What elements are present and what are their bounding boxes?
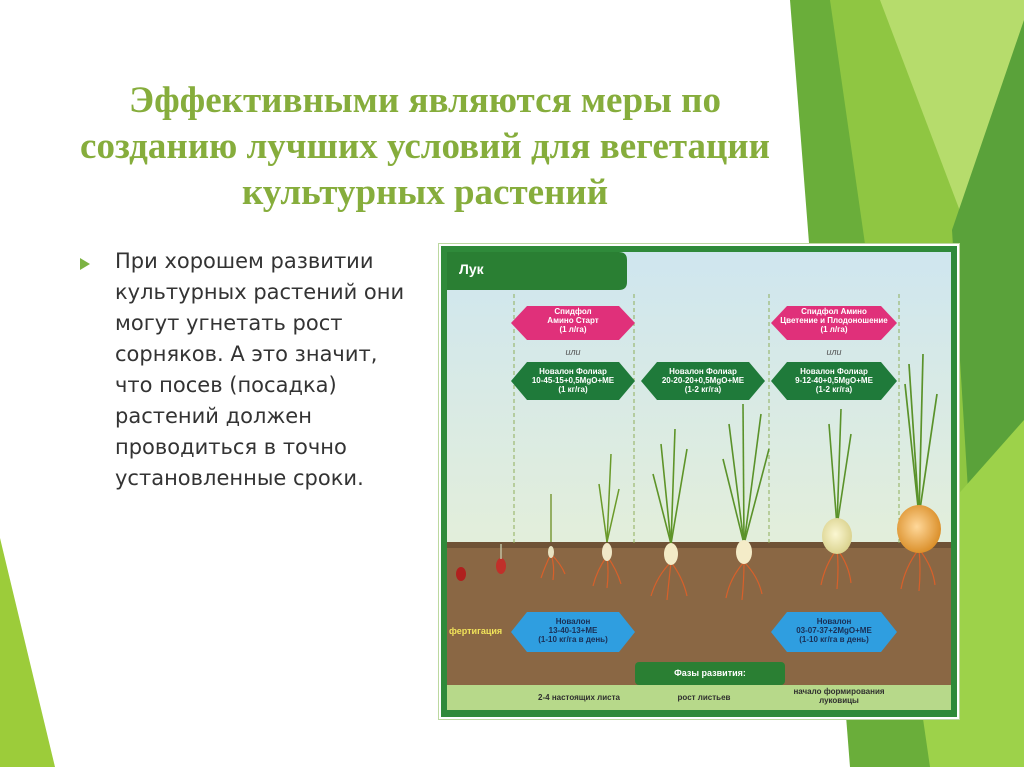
onion-infographic <box>438 243 960 720</box>
sign-line: (1 кг/га) <box>558 385 588 395</box>
sign-line: Цветение и Плодоношение <box>780 316 888 326</box>
sign-line: 03-07-37+2MgO+ME <box>796 626 872 636</box>
infographic-title: Лук <box>459 261 484 277</box>
phase-label: 2-4 настоящих листа <box>538 693 620 702</box>
sign-novalon-fertigation <box>525 617 621 645</box>
sign-novalon-fertigation <box>781 617 887 645</box>
sign-line: Спидфол <box>554 307 592 316</box>
sign-line: Амино Старт <box>547 316 599 326</box>
bullet-arrow-icon <box>80 258 90 270</box>
fertigation-label: фертигация <box>449 626 503 636</box>
or-label: или <box>565 347 581 357</box>
phase-label: рост листьев <box>677 693 731 702</box>
sign-spidfol-amino-start <box>525 307 621 335</box>
sign-line: Новалон Фолиар <box>539 367 607 376</box>
phases-title: Фазы развития: <box>674 668 746 678</box>
sign-novalon-foliar <box>779 367 889 395</box>
sign-line: (1 л/га) <box>559 325 587 335</box>
sign-line: (1-2 кг/га) <box>815 385 853 395</box>
phase-label: начало формирования луковицы <box>793 687 885 706</box>
sign-novalon-foliar <box>649 367 757 395</box>
sign-line: (1-10 кг/га в день) <box>538 635 608 645</box>
sign-line: Новалон <box>816 617 852 626</box>
sign-line: (1-2 кг/га) <box>684 385 722 395</box>
sign-line: (1 л/га) <box>820 325 848 335</box>
sign-line: 10-45-15+0,5MgO+ME <box>531 376 615 386</box>
sign-spidfol-amino-flowering <box>779 307 889 335</box>
sign-line: Новалон Фолиар <box>669 367 737 376</box>
sign-line: Спидфол Амино <box>801 307 867 316</box>
sign-line: 13-40-13+ME <box>548 626 598 636</box>
or-label: или <box>826 347 842 357</box>
sign-line: Новалон Фолиар <box>800 367 868 376</box>
sign-line: 9-12-40+0,5MgO+ME <box>795 376 873 386</box>
slide-body-text: При хорошем развитии культурных растений они могут угнетать рост сорняков. А это значит, что посев (посадка) растений должен проводиться в точно установленные сроки. <box>115 249 405 490</box>
sign-line: 20-20-20+0,5MgO+ME <box>661 376 745 386</box>
sign-line: Новалон <box>555 617 591 626</box>
sign-line: (1-10 кг/га в день) <box>799 635 869 645</box>
sign-novalon-foliar <box>519 367 627 395</box>
slide-title: Эффективными являются меры по созданию лучших условий для вегетации культурных растений <box>80 80 770 213</box>
